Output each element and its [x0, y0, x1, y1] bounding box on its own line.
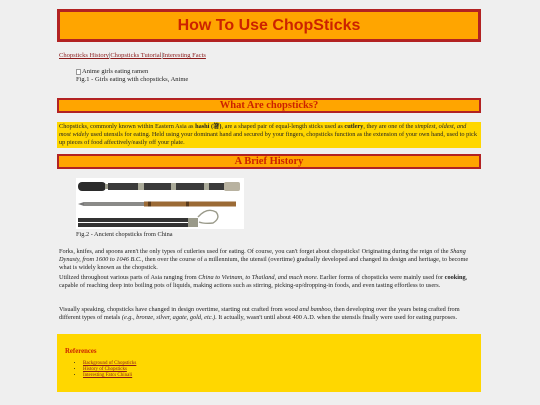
- reference-link-facts[interactable]: Interesting Fatcs Chinali: [83, 373, 133, 378]
- p3-italic-1: wood and bamboo: [284, 306, 331, 313]
- section-heading-history: [57, 154, 481, 169]
- reference-item: [83, 373, 473, 379]
- p2-text-c: , capable of reaching deep into boiling pots of liquids, making actions such as stirring, picking-up/dropping-in foods, and even tasting effortless to users.: [59, 274, 468, 289]
- intro-text-end: used utensils for eating. Held using your dominant hand and secured by your fingers, chopsticks function as the extension of your own hand, used to pick up pieces of food affectively/easily off your plate.: [59, 131, 477, 146]
- section-title-what: What Are chopsticks?: [219, 100, 319, 111]
- p3-text-c: . It actually, wasn't until about 400 A.D. when the utensils finally were used for eating purposes.: [215, 314, 458, 321]
- reference-link-background[interactable]: Background of Chopsticks: [83, 361, 137, 366]
- section-title-history: A Brief History: [234, 156, 304, 167]
- page-title: How To Use ChopSticks: [177, 16, 361, 34]
- hashi-term: hashi (箸): [195, 123, 222, 130]
- intro-text-mid1: , are a shaped pair of equal-length sticks used as: [221, 123, 345, 130]
- p1-text-a: Forks, knifes, and spoons aren't the only types of cutleries used for eating. Of course, you can't forget about chopsticks! Originating during the reign of the: [59, 248, 451, 255]
- p2-italic: China to Vietnam, to Thailand, and much more.: [198, 274, 319, 281]
- p3-italic-2: (e.g., bronze, silver, agate, gold, etc.): [121, 314, 216, 321]
- figure-1: [76, 68, 188, 84]
- nav-link-tutorial[interactable]: Chopsticks Tutorial: [110, 52, 162, 59]
- ancient-chopsticks-image: [76, 178, 244, 229]
- section-heading-what: [57, 98, 481, 113]
- chopsticks-illustration: [76, 178, 244, 229]
- p1-text-b: , then over the course of a millennium, the utensil (overtime) gradually developed and changed its design and heritage, to become what is widely known as the chopstick.: [59, 256, 469, 271]
- nav-link-history[interactable]: Chopsticks History: [59, 52, 110, 59]
- nav-bar: [59, 52, 206, 59]
- p3-text-a: Visually speaking, chopsticks have changed in design overtime, starting out crafted from: [59, 306, 285, 313]
- cutlery-term: cutlery: [344, 123, 364, 130]
- references-title: References: [65, 348, 97, 355]
- history-paragraph-2: [59, 274, 479, 290]
- broken-image: [76, 68, 188, 76]
- figure-1-caption: Fig.1 - Girls eating with chopsticks, Anime: [76, 76, 189, 83]
- p3-text-b: , then developing over the years being crafted from different types of metals: [59, 306, 460, 321]
- intro-text-mid2: , they are one of the: [363, 123, 415, 130]
- reference-link-history[interactable]: History of Chopsticks: [83, 367, 127, 372]
- p2-text-a: Utilized throughout various parts of Asia ranging from: [59, 274, 199, 281]
- intro-italic: simplest, oldest, and most widely: [59, 123, 467, 138]
- nav-separator: |: [109, 52, 111, 59]
- references-box: [57, 334, 481, 392]
- history-paragraph-3: [59, 306, 479, 322]
- p1-italic: Shang Dynasty, from 1600 to 1046 B.C.: [59, 248, 466, 263]
- intro-paragraph: [57, 122, 481, 148]
- image-alt-text: Anime girls eating ramen: [82, 68, 149, 75]
- references-list: [65, 361, 473, 379]
- p2-bold: cooking: [444, 274, 466, 281]
- history-paragraph-1: [59, 248, 479, 272]
- p2-text-b: Earlier forms of chopsticks were mainly used for: [318, 274, 445, 281]
- title-banner: [57, 9, 481, 42]
- figure-2-caption: Fig.2 - Ancient chopsticks from China: [76, 231, 173, 238]
- nav-link-facts[interactable]: Interesting Facts: [162, 52, 206, 59]
- nav-separator: |: [161, 52, 163, 59]
- intro-text-start: Chopsticks, commonly known within Eastern Asia as: [59, 123, 196, 130]
- broken-image-icon: [76, 69, 81, 75]
